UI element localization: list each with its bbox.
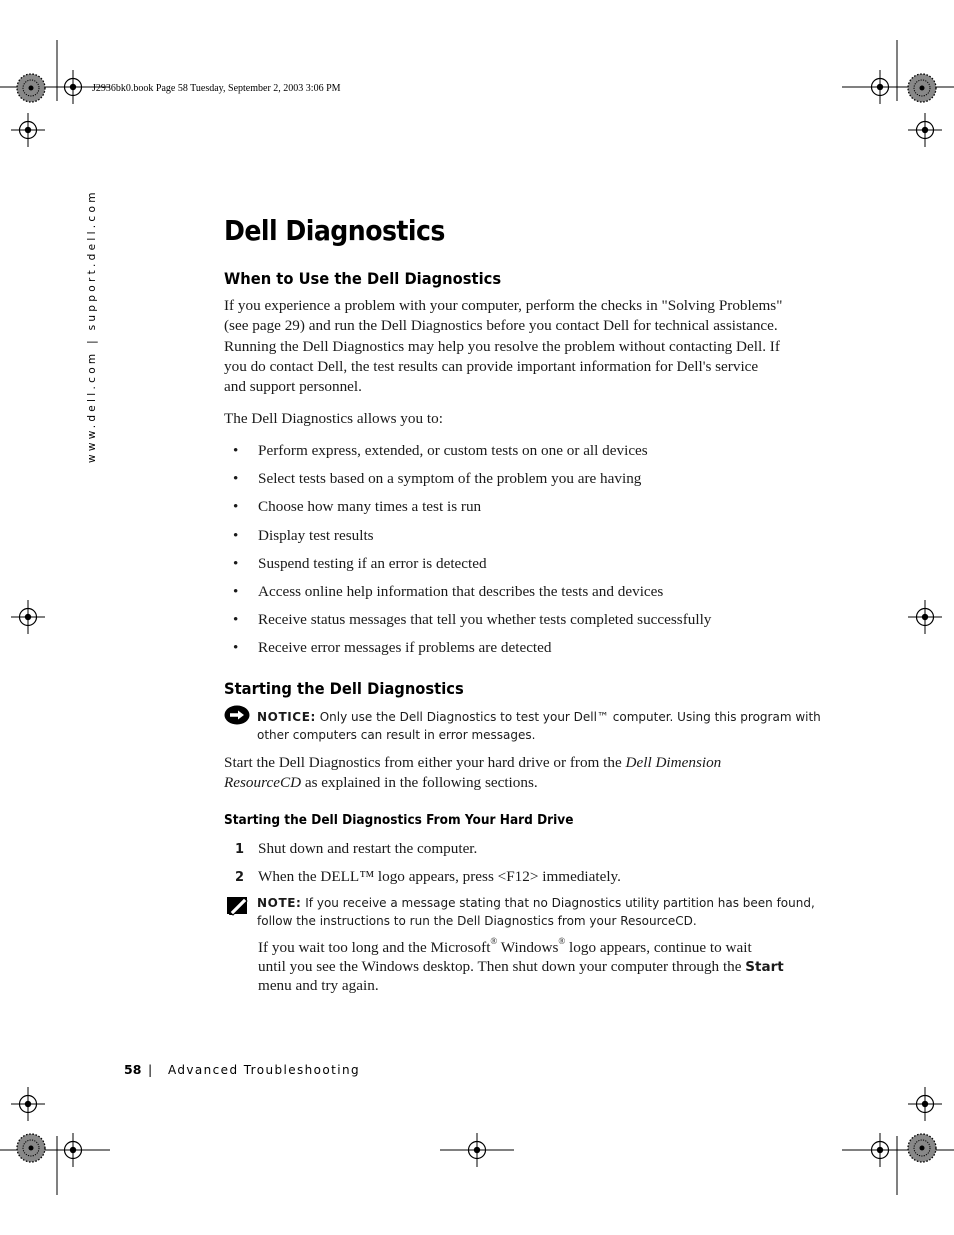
note-text: If you receive a message stating that no Diagnostics utility partition has been found,	[305, 896, 815, 910]
list-item: • Suspend testing if an error is detected	[233, 554, 487, 572]
page-title: Dell Diagnostics	[224, 214, 445, 247]
page-number: 58	[124, 1062, 142, 1077]
subsection-heading-hard-drive: Starting the Dell Diagnostics From Your Hard Drive	[224, 812, 574, 828]
side-url-text: www.dell.com | support.dell.com	[86, 189, 98, 463]
intro-line: If you experience a problem with your computer, perform the checks in "Solving Problems"	[224, 297, 783, 314]
section-heading-when-to-use: When to Use the Dell Diagnostics	[224, 269, 502, 288]
footer-separator: |	[148, 1062, 153, 1077]
note-text: follow the instructions to run the Dell Diagnostics from your ResourceCD.	[257, 913, 697, 928]
intro-line: and support personnel.	[224, 378, 362, 396]
list-item: • Display test results	[233, 526, 374, 544]
note-block	[257, 895, 817, 930]
section-heading-starting: Starting the Dell Diagnostics	[224, 679, 464, 698]
intro-line: you do contact Dell, the test results can provide important information for Dell's service	[224, 357, 759, 375]
allows-you-to-paragraph: The Dell Diagnostics allows you to:	[224, 410, 443, 427]
note-pencil-icon	[226, 894, 250, 916]
intro-line: Running the Dell Diagnostics may help you resolve the problem without contacting Dell. If	[224, 337, 780, 355]
list-item: • Choose how many times a test is run	[233, 498, 482, 516]
step-item: 1 Shut down and restart the computer.	[235, 840, 478, 857]
notice-text: other computers can result in error messages.	[257, 727, 536, 742]
intro-paragraph	[224, 296, 814, 397]
list-item: • Receive status messages that tell you whether tests completed successfully	[233, 611, 712, 629]
footer-chapter-title: Advanced Troubleshooting	[168, 1063, 361, 1077]
list-item: • Access online help information that describes the tests and devices	[233, 582, 664, 600]
list-item: • Receive error messages if problems are detected	[233, 639, 552, 657]
notice-icon	[224, 705, 250, 725]
step-item: 2 When the DELL™ logo appears, press <F12> immediately.	[235, 868, 621, 885]
intro-line: (see page 29) and run the Dell Diagnostics before you contact Dell for technical assistance.	[224, 317, 778, 335]
capability-list	[224, 441, 711, 667]
step-list	[224, 839, 621, 895]
list-item: • Select tests based on a symptom of the problem you are having	[233, 470, 642, 488]
notice-label: NOTICE:	[257, 710, 316, 724]
note-label: NOTE:	[257, 896, 302, 910]
print-header-stamp: J2936bk0.book Page 58 Tuesday, September 2, 2003 3:06 PM	[92, 83, 341, 94]
notice-text: Only use the Dell Diagnostics to test your Dell™ computer. Using this program with	[319, 710, 821, 724]
list-item: • Perform express, extended, or custom tests on one or all devices	[233, 442, 648, 459]
notice-block	[257, 709, 821, 744]
wait-paragraph: If you wait too long and the Microsoft® Windows® logo appears, continue to wait until you see the Windows desktop. Then shut down your computer through the Start menu and try again.	[258, 935, 784, 994]
start-paragraph: Start the Dell Diagnostics from either your hard drive or from the Dell Dimension ResourceCD as explained in the following sections.	[224, 754, 722, 792]
